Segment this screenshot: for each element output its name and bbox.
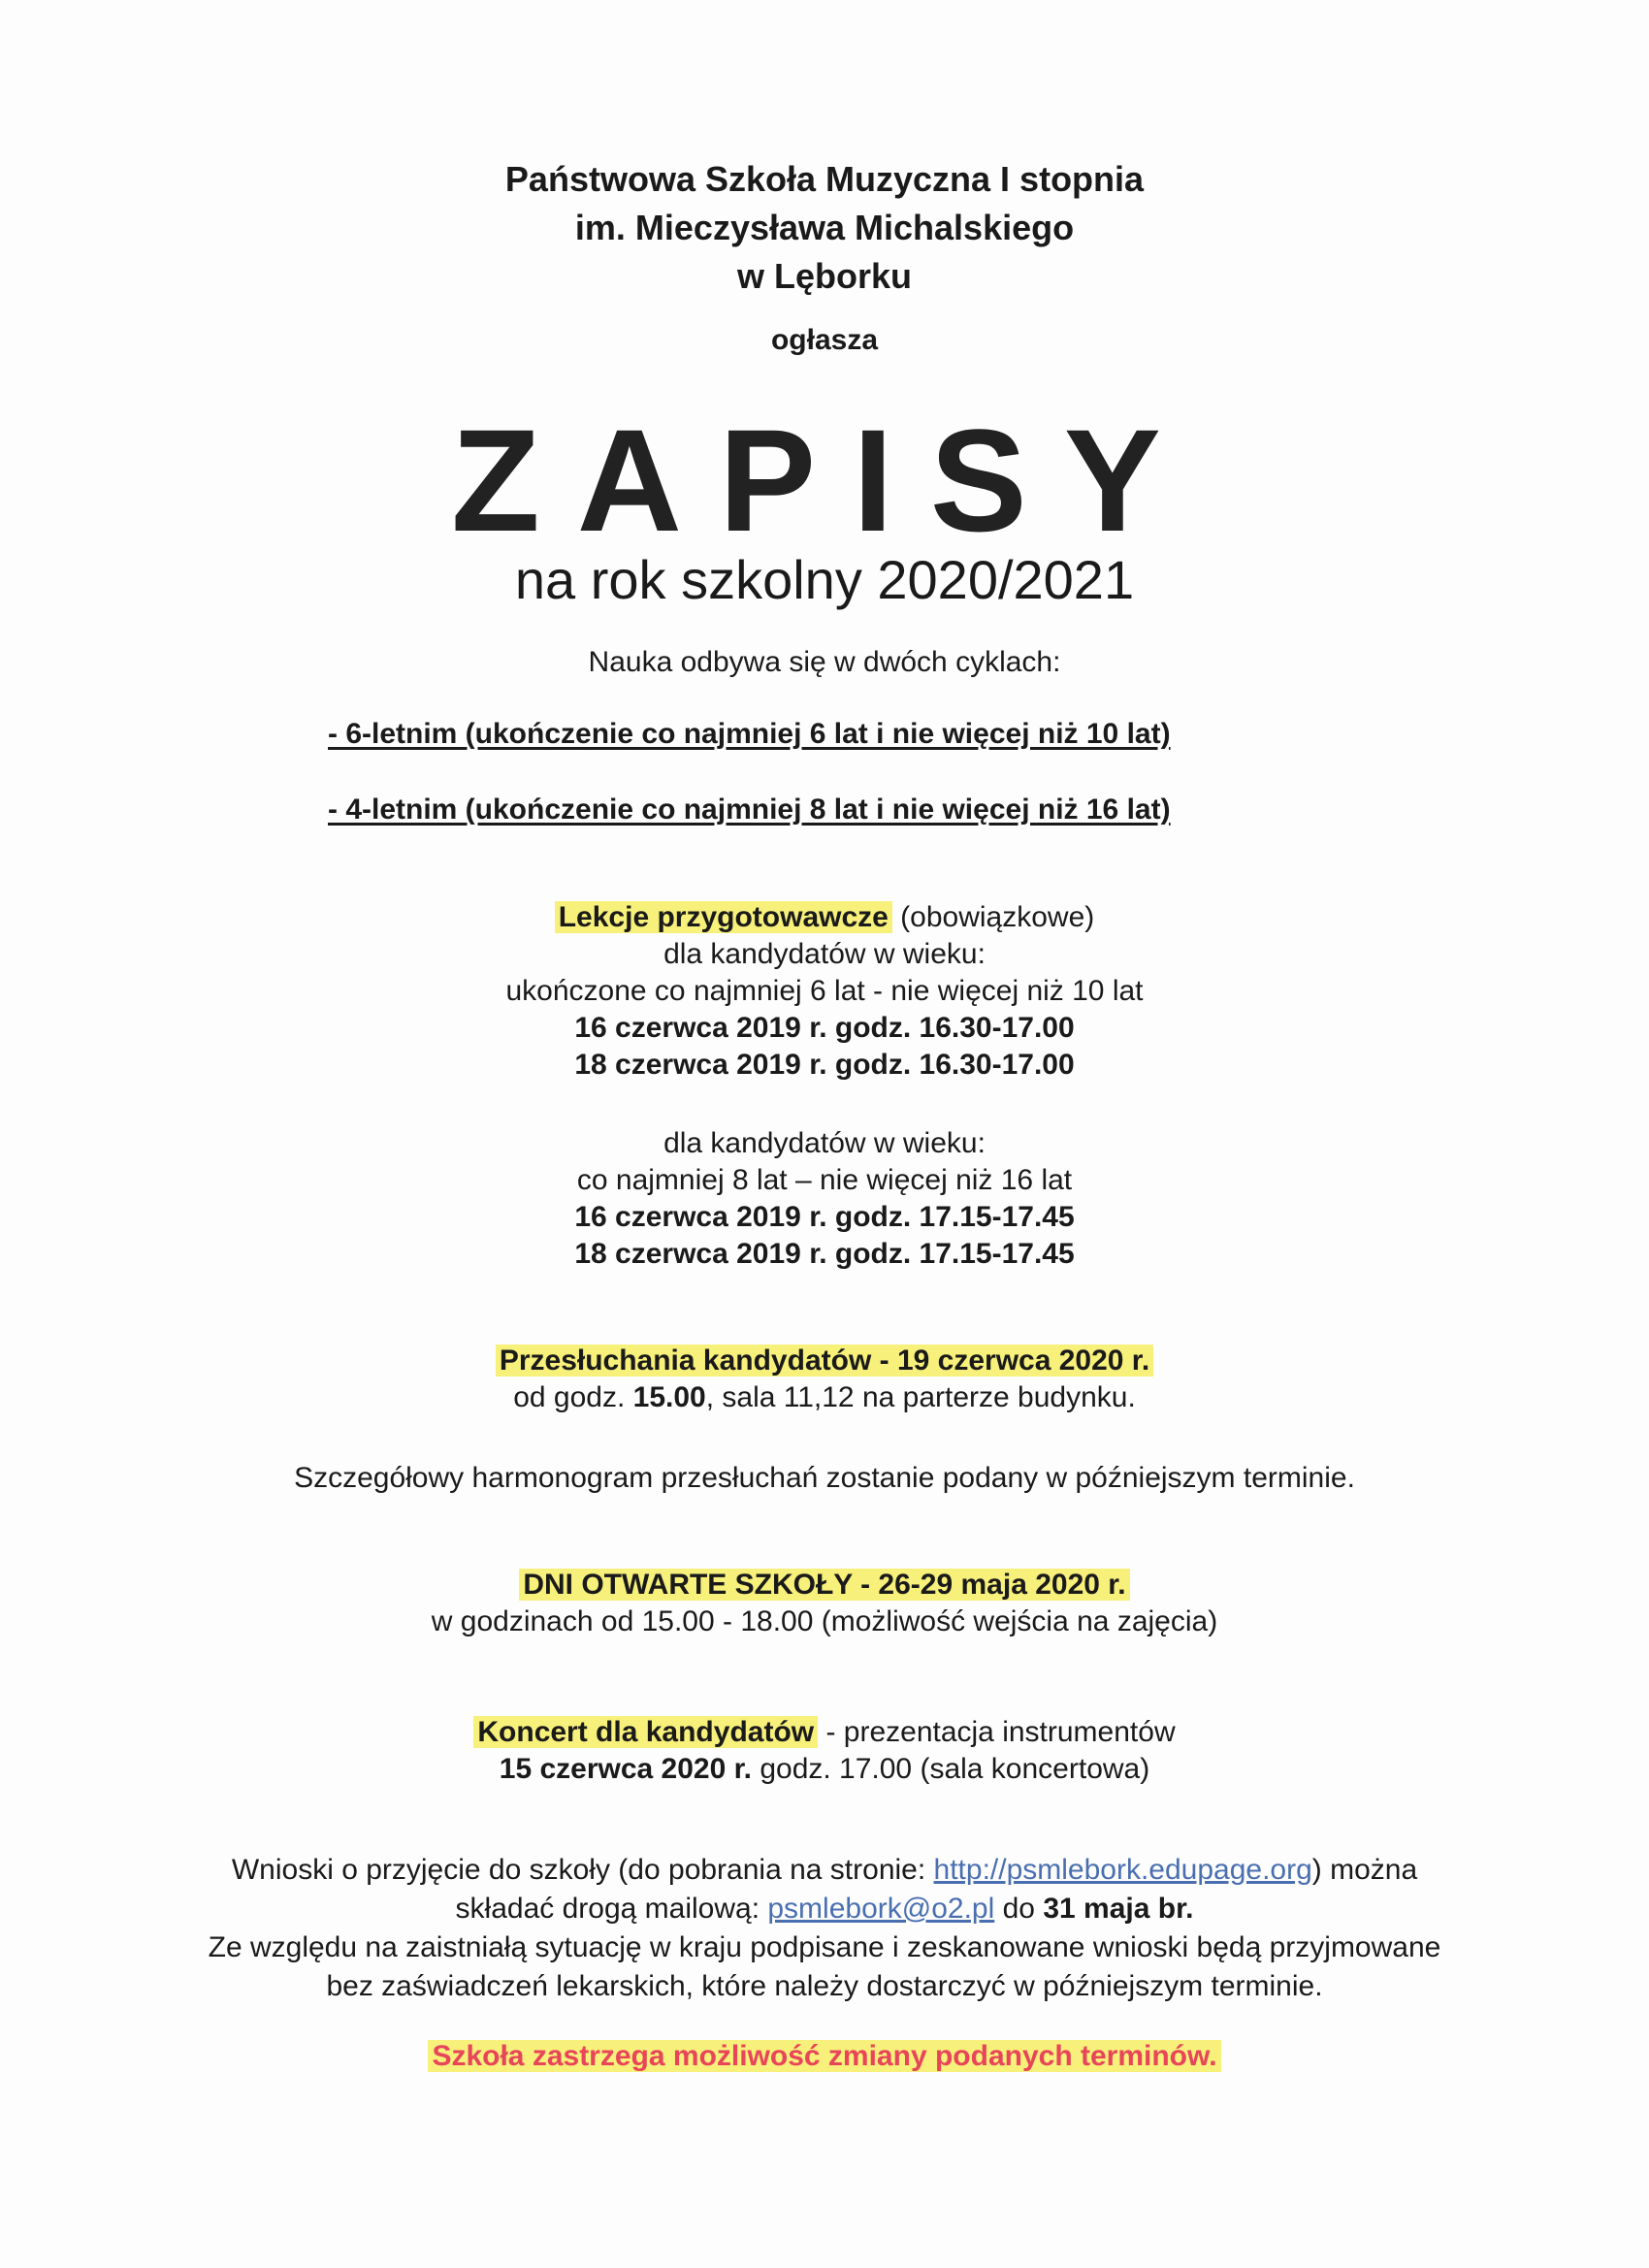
group2-age: co najmniej 8 lat – nie więcej niż 16 lat — [576, 1164, 1073, 1196]
lessons-title: Lekcje przygotowawcze — [555, 901, 892, 933]
group2-intro: dla kandydatów w wieku: — [663, 1127, 986, 1159]
disclaimer: Szkoła zastrzega możliwość zmiany podanych terminów. — [428, 2040, 1220, 2072]
concert-date: 15 czerwca 2020 r. — [499, 1753, 752, 1785]
school-patron: im. Mieczysława Michalskiego — [574, 208, 1075, 247]
disclaimer-section — [0, 2038, 1649, 2075]
applications-line-4: bez zaświadczeń lekarskich, które należy dostarczyć w późniejszym terminie. — [326, 1970, 1323, 2002]
school-city: w Lęborku — [736, 256, 913, 296]
concert-time: godz. 17.00 (sala koncertowa) — [751, 1753, 1150, 1785]
preparatory-lessons-group-2 — [0, 1125, 1649, 1273]
applications-section: Wnioski o przyjęcie do szkoły (do pobrania na stronie: http://psmlebork.edupage.org) można składać drogą mailową: psmlebork@o2.pl do 31 maja br. Ze względu na zaistniałą sytuację w kraju podpisane i zeskanowane wnioski będą przyjmowane bez zaświadczeń lekarskich, które należy dostarczyć w późniejszym terminie. — [0, 1851, 1649, 2006]
auditions-details: od godz. 15.00, sala 11,12 na parterze budynku. — [513, 1381, 1136, 1413]
concert-desc: - prezentacja instrumentów — [818, 1716, 1176, 1748]
group1-age: ukończone co najmniej 6 lat - nie więcej niż 10 lat — [505, 975, 1144, 1007]
website-link[interactable]: http://psmlebork.edupage.org — [933, 1854, 1312, 1886]
school-header — [0, 155, 1649, 301]
concert-title: Koncert dla kandydatów — [473, 1716, 818, 1748]
application-deadline: 31 maja br. — [1043, 1893, 1194, 1925]
announces-label: ogłasza — [770, 324, 879, 356]
auditions-section — [0, 1343, 1649, 1416]
lessons-heading — [0, 899, 1649, 936]
group1-intro: dla kandydatów w wieku: — [663, 938, 986, 970]
auditions-time: 15.00 — [632, 1381, 706, 1413]
auditions-title: Przesłuchania kandydatów - 19 czerwca 2020 r. — [496, 1345, 1153, 1377]
page-subtitle: na rok szkolny 2020/2021 — [514, 549, 1135, 610]
group2-date-1: 16 czerwca 2019 r. godz. 17.15-17.45 — [574, 1201, 1075, 1233]
open-days-title: DNI OTWARTE SZKOŁY - 26-29 maja 2020 r. — [519, 1569, 1129, 1601]
page-title: ZAPISY — [451, 399, 1198, 562]
open-days-section — [0, 1567, 1649, 1640]
open-days-hours: w godzinach od 15.00 - 18.00 (możliwość wejścia na zajęcia) — [431, 1605, 1218, 1637]
group1-date-1: 16 czerwca 2019 r. godz. 16.30-17.00 — [574, 1012, 1075, 1044]
cycle-4-year: - 4-letnim (ukończenie co najmniej 8 lat i nie więcej niż 16 lat) — [328, 794, 1171, 826]
preparatory-lessons-group-1 — [0, 899, 1649, 1084]
group1-date-2: 18 czerwca 2019 r. godz. 16.30-17.00 — [574, 1049, 1075, 1081]
concert-section — [0, 1714, 1649, 1788]
lessons-note: (obowiązkowe) — [891, 901, 1095, 933]
group2-date-2: 18 czerwca 2019 r. godz. 17.15-17.45 — [574, 1238, 1075, 1270]
cycles-intro: Nauka odbywa się w dwóch cyklach: — [588, 646, 1061, 678]
schedule-note: Szczegółowy harmonogram przesłuchań zostanie podany w późniejszym terminie. — [294, 1462, 1355, 1494]
cycle-6-year: - 6-letnim (ukończenie co najmniej 6 lat i nie więcej niż 10 lat) — [328, 718, 1171, 750]
school-name: Państwowa Szkoła Muzyczna I stopnia — [504, 159, 1145, 199]
email-link[interactable]: psmlebork@o2.pl — [767, 1893, 995, 1925]
applications-line-3: Ze względu na zaistniałą sytuację w kraju podpisane i zeskanowane wnioski będą przyjmowane — [208, 1931, 1441, 1963]
